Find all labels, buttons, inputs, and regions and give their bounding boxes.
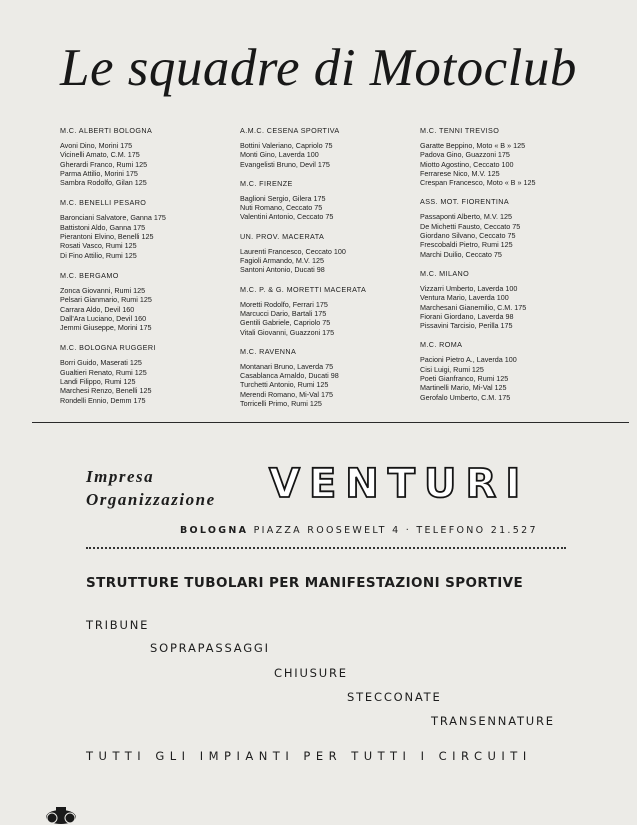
rider: Zonca Giovanni, Rumi 125 [60,285,146,295]
rider: Rosati Vasco, Rumi 125 [60,241,137,251]
rider: Moretti Rodolfo, Ferrari 175 [240,299,328,309]
rider: Crespan Francesco, Moto « B » 125 [420,178,536,188]
club-block [60,126,250,187]
club-name: M.C. P. & G. MORETTI MACERATA [240,284,367,294]
rider: Sambra Rodolfo, Gilan 125 [60,178,147,188]
club-name: M.C. BOLOGNA RUGGERI [60,343,156,353]
rider: Frescobaldi Pietro, Rumi 125 [420,240,513,250]
rider: Torricelli Primo, Rumi 125 [240,399,322,409]
rider: Marchesi Renzo, Benelli 125 [60,386,152,396]
rider: Marchi Duilio, Ceccato 75 [420,249,502,259]
club-name: M.C. RAVENNA [240,346,297,356]
venturi-advertisement [60,438,580,778]
organizzazione-line: Organizzazione [86,490,216,509]
rider: Fagioli Armando, M.V. 125 [240,256,325,266]
address-line [180,525,538,536]
club-block [240,179,430,222]
club-name: ASS. MOT. FIORENTINA [420,197,510,207]
rider: Jemmi Giuseppe, Morini 175 [60,323,152,333]
club-name: M.C. FIRENZE [240,178,293,188]
club-block [60,271,250,332]
rider: Rondelli Ennio, Demm 175 [60,395,146,405]
dotted-rule [86,547,566,549]
rider: Gualtieri Renato, Rumi 125 [60,367,147,377]
rider: Vitali Giovanni, Guazzoni 175 [240,327,335,337]
rider: Marcucci Dario, Bartali 175 [240,308,327,318]
team-column-2 [240,126,430,415]
club-name: A.M.C. CESENA SPORTIVA [240,126,340,135]
brand-name: VENTURI [269,461,530,507]
rider: Nuti Romano, Ceccato 75 [240,203,323,213]
rider: Gerofalo Umberto, C.M. 175 [420,392,511,402]
rider: Laurenti Francesco, Ceccato 100 [240,246,346,256]
rider: Vizzarri Umberto, Laverda 100 [420,283,518,293]
rider: Monti Gino, Laverda 100 [240,150,319,160]
rider: Marchesani Gianemilio, C.M. 175 [420,302,527,312]
ad-headline: STRUTTURE TUBOLARI PER MANIFESTAZIONI SPORTIVE [86,575,524,591]
rider: Pacioni Pietro A., Laverda 100 [420,355,517,365]
service-item: TRIBUNE [86,618,150,632]
club-block [420,126,610,187]
club-block [240,232,430,275]
rider: Gherardi Franco, Rumi 125 [60,159,148,169]
club-block [420,197,610,258]
team-column-1 [60,126,250,412]
rider: Bottini Valeriano, Capriolo 75 [240,141,333,150]
rider: Pierantoni Elvino, Benelli 125 [60,232,154,242]
rider: De Michetti Fausto, Ceccato 75 [420,221,521,231]
rider: Ferrarese Nico, M.V. 125 [420,168,500,178]
rider: Baronciani Salvatore, Ganna 175 [60,213,166,223]
impresa-line: Impresa [86,467,155,486]
rider: Baglioni Sergio, Gilera 175 [240,193,326,203]
club-name: M.C. TENNI TREVISO [420,126,500,135]
rider: Gentili Gabriele, Capriolo 75 [240,318,331,328]
club-block [240,285,430,337]
club-name: UN. PROV. MACERATA [240,231,325,241]
club-name: M.C. ALBERTI BOLOGNA [60,126,153,135]
club-block [60,343,250,404]
team-column-3 [420,126,610,409]
rider: Landi Filippo, Rumi 125 [60,377,136,387]
rider: Evangelisti Bruno, Devil 175 [240,159,330,169]
address-city: BOLOGNA [180,525,249,536]
rider: Fiorani Giordano, Laverda 98 [420,311,514,321]
rider: Vicinelli Amato, C.M. 175 [60,150,140,160]
club-name: M.C. MILANO [420,268,470,278]
rider: Garatte Beppino, Moto « B » 125 [420,141,526,150]
rider: Giordano Silvano, Ceccato 75 [420,231,516,241]
rider: Ventura Mario, Laverda 100 [420,293,509,303]
motorcycle-logo-icon [44,803,78,825]
rider: Casablanca Arnaldo, Ducati 98 [240,371,339,381]
service-item: SOPRAPASSAGGI [150,641,270,655]
rider: Parma Attilio, Morini 175 [60,168,138,178]
rider: Montanari Bruno, Laverda 75 [240,361,334,371]
rider: Valentini Antonio, Ceccato 75 [240,212,334,222]
rider: Carrara Aldo, Devil 160 [60,304,135,314]
rider: Di Fino Attilio, Rumi 125 [60,250,137,260]
rider: Miotto Agostino, Ceccato 100 [420,159,514,169]
rider: Santoni Antonio, Ducati 98 [240,265,325,275]
club-block [60,198,250,259]
rider: Dall'Ara Luciano, Devil 160 [60,313,147,323]
rider: Padova Gino, Guazzoni 175 [420,150,510,160]
page-title: Le squadre di Motoclub [60,39,577,97]
club-block [240,347,430,408]
rider: Poeti Gianfranco, Rumi 125 [420,374,509,384]
rider: Pelsari Gianmario, Rumi 125 [60,295,152,305]
rider: Battistoni Aldo, Ganna 175 [60,222,146,232]
address-rest: PIAZZA ROOSEWELT 4 · TELEFONO 21.527 [253,525,538,536]
club-name: M.C. BERGAMO [60,270,119,280]
company-descriptor [86,465,216,511]
rider: Turchetti Antonio, Rumi 125 [240,380,329,390]
rider: Martinelli Mario, Mi-Val 125 [420,383,507,393]
rider: Avoni Dino, Morini 175 [60,141,133,150]
service-item: CHIUSURE [274,666,348,680]
ad-tagline: TUTTI GLI IMPIANTI PER TUTTI I CIRCUITI [86,749,532,763]
club-name: M.C. ROMA [420,340,463,350]
rider: Pissavini Tarcisio, Perilla 175 [420,321,513,331]
club-block [240,126,430,169]
club-name: M.C. BENELLI PESARO [60,198,147,208]
service-item: STECCONATE [347,690,442,704]
rider: Passaponti Alberto, M.V. 125 [420,212,513,222]
service-item: TRANSENNATURE [431,714,555,728]
rider: Borri Guido, Maserati 125 [60,358,142,368]
club-block [420,340,610,401]
section-divider [32,422,629,423]
rider: Cisi Luigi, Rumi 125 [420,364,484,374]
club-block [420,269,610,330]
rider: Merendi Romano, Mi-Val 175 [240,389,333,399]
